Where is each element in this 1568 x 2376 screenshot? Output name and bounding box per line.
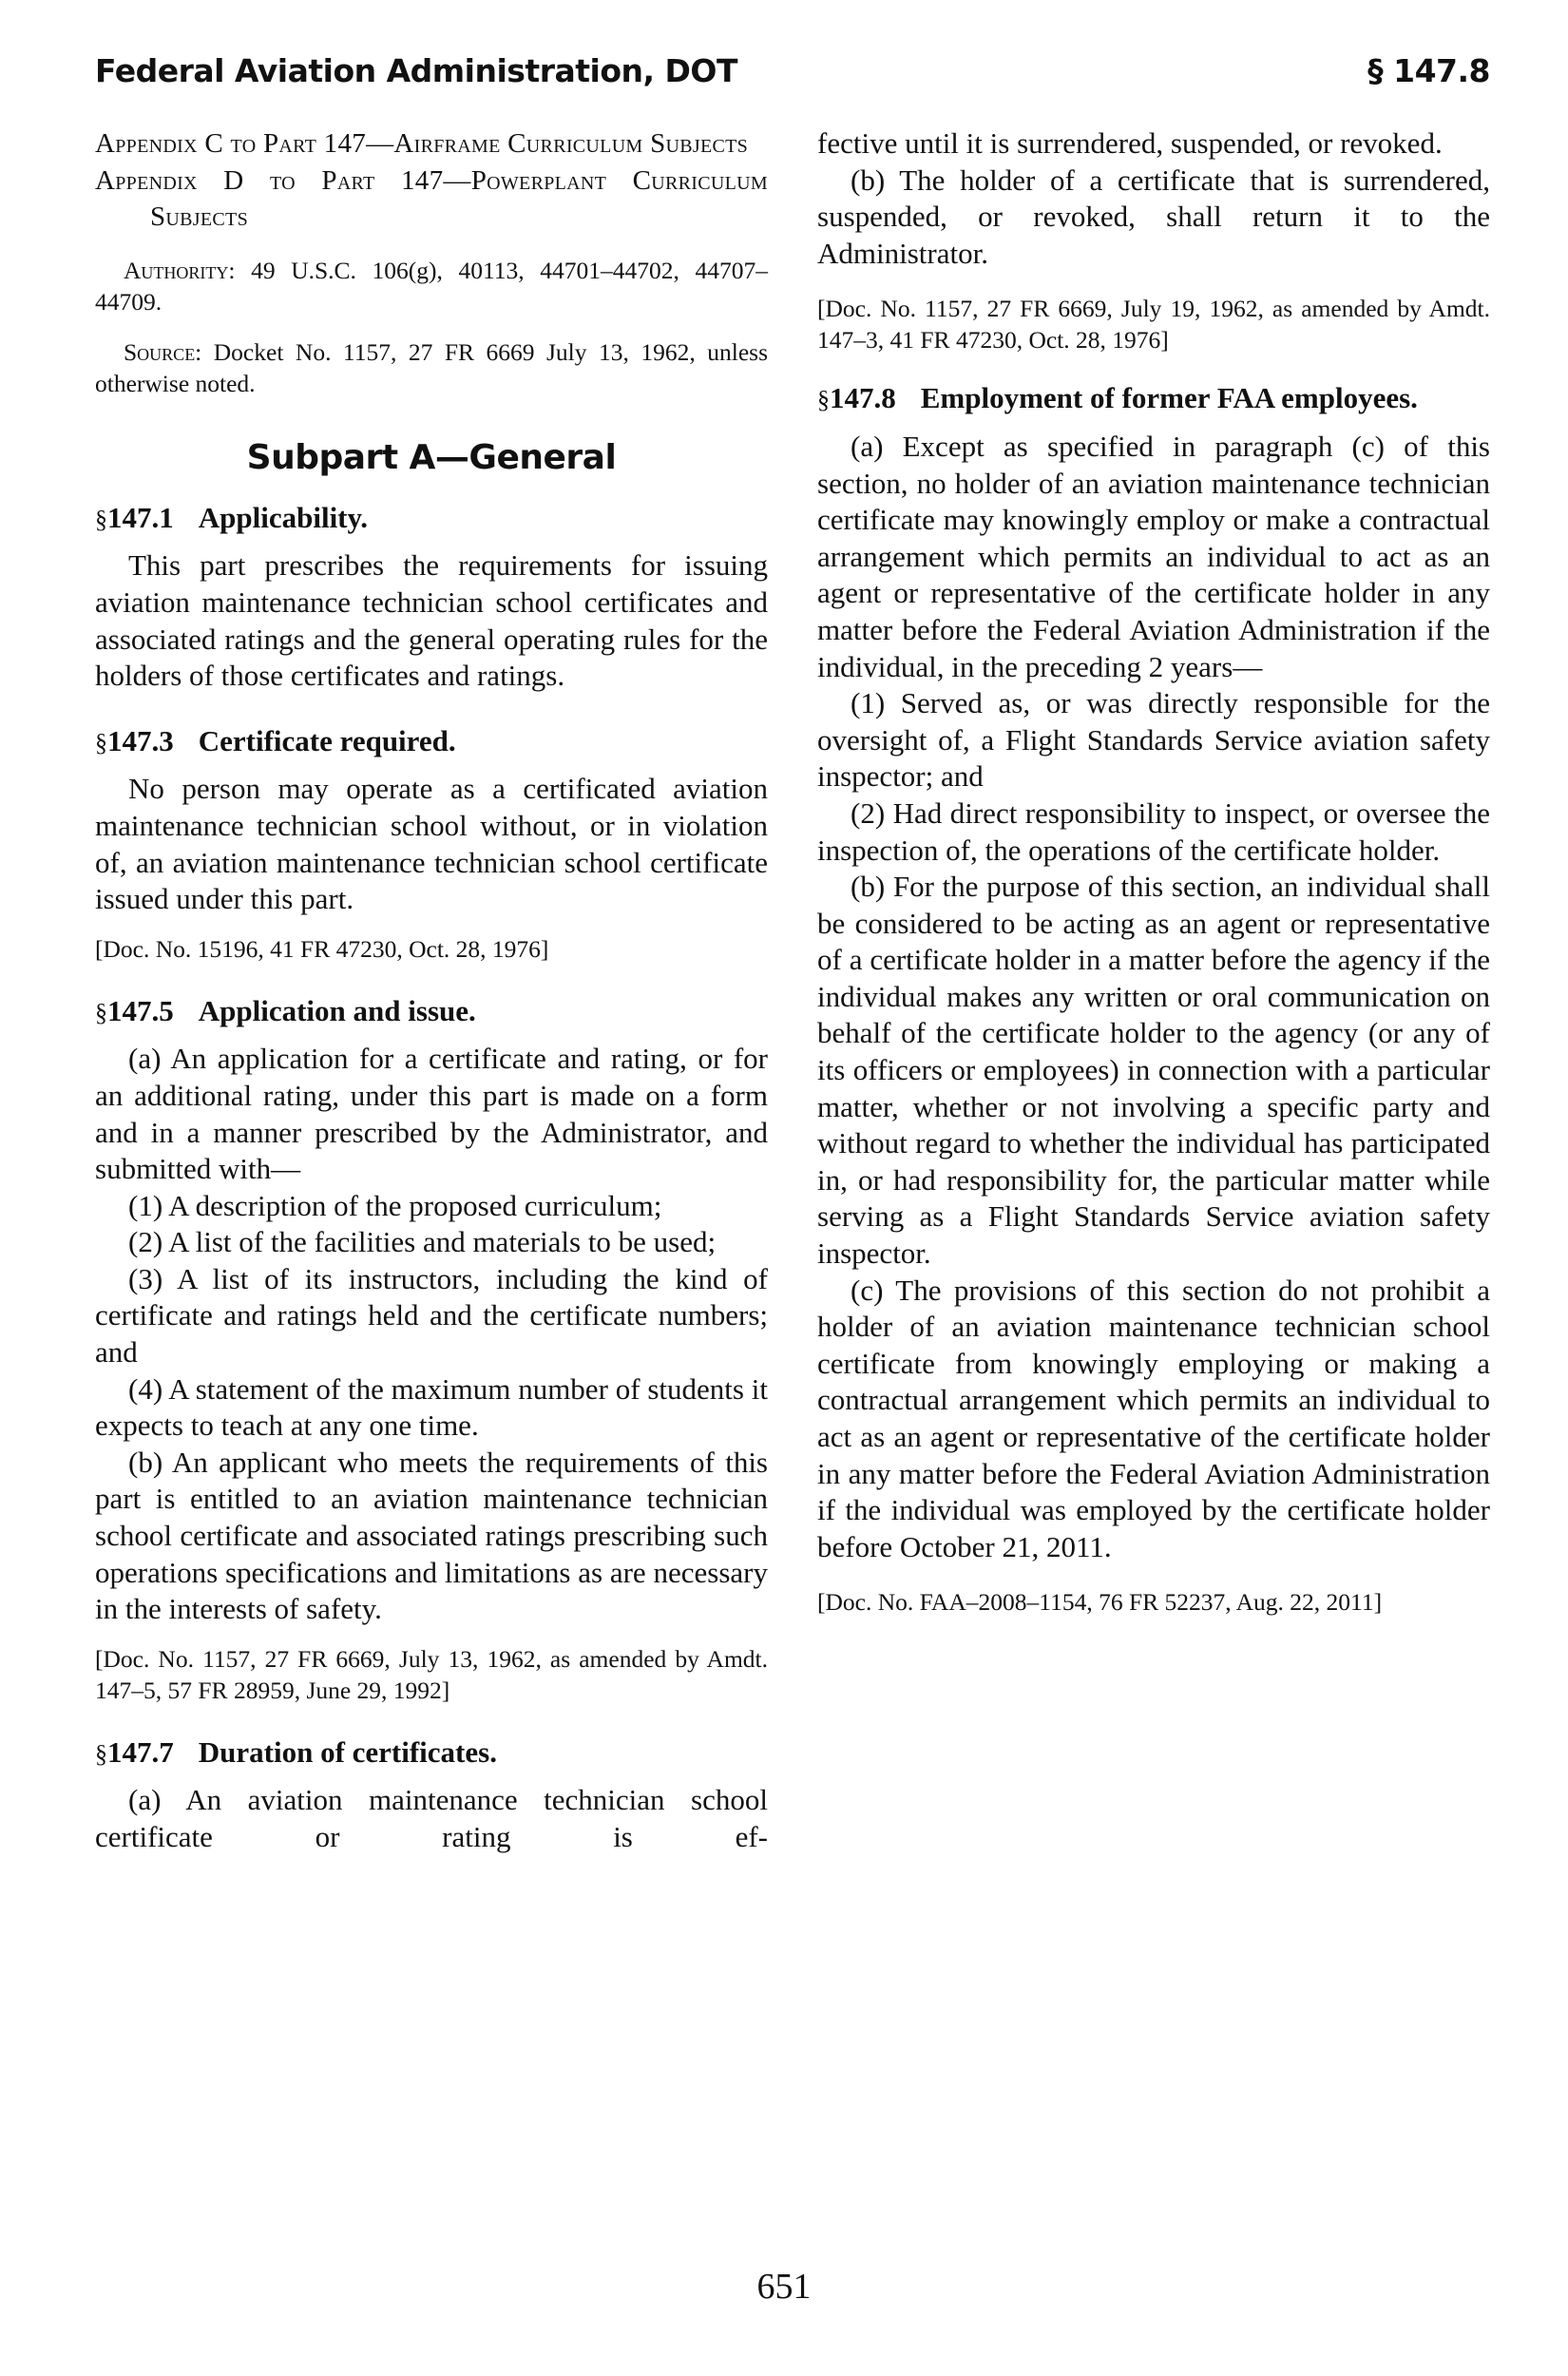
authority-note (95, 255, 768, 317)
section-number: 147.5 (107, 993, 174, 1027)
section-147-7 (95, 1734, 768, 1856)
right-column (817, 125, 1490, 1618)
agency-title: Federal Aviation Administration, DOT (95, 52, 737, 89)
paragraph-a-3: (3) A list of its instructors, including the kind of certificate and ratings held and the certificate numbers; and (95, 1261, 768, 1370)
section-number: 147.8 (830, 381, 896, 415)
continued-paragraph: fective until it is surrendered, suspended, or revoked. (817, 126, 1443, 160)
paragraph-a: (a) An application for a certificate and rating, or for an additional rating, under this part is made on a form and in a manner prescribed by the Administrator, and submitted with— (95, 1042, 768, 1186)
section-147-3 (95, 723, 768, 965)
section-number: 147.1 (107, 500, 174, 534)
citation: [Doc. No. 1157, 27 FR 6669, July 19, 1962, as amended by Amdt. 147–3, 41 FR 47230, Oct. 28, 1976] (817, 295, 1490, 354)
paragraph-a-2: (2) A list of the facilities and materials to be used; (128, 1225, 717, 1259)
section-symbol: § (95, 728, 107, 757)
paragraph-a-2: (2) Had direct responsibility to inspect, or oversee the inspection of, the operations of the certificate holder. (817, 795, 1490, 867)
citation: [Doc. No. 1157, 27 FR 6669, July 13, 1962, as amended by Amdt. 147–5, 57 FR 28959, June 29, 1992] (95, 1644, 768, 1704)
section-147-8 (817, 380, 1490, 1618)
paragraph-a-1: (1) Served as, or was directly responsible for the oversight of, a Flight Standards Service aviation safety inspector; and (817, 686, 1490, 794)
source-note (95, 336, 768, 399)
authority-text: 49 U.S.C. 106(g), 40113, 44701–44702, 44707–44709. (95, 256, 768, 316)
paragraph-c: (c) The provisions of this section do not prohibit a holder of an aviation maintenance technician school certificate from knowingly employing or making a contractual arrangement which permits an individual to act as an agent or representative of the certificate holder in any matter before the Federal Aviation Administration if the individual was employed by the certificate holder before October 21, 2011. (817, 1273, 1490, 1563)
section-147-1 (95, 500, 768, 695)
paragraph-b: (b) An applicant who meets the requirements of this part is entitled to an aviation maintenance technician school certificate and associated ratings prescribing such operations specifications and limitations as are necessary in the interests of safety. (95, 1445, 768, 1626)
paragraph-a-4: (4) A statement of the maximum number of students it expects to teach at any one time. (95, 1371, 768, 1443)
paragraph: This part prescribes the requirements for issuing aviation maintenance technician school certificates and associated ratings and the general operating rules for the holders of those certificates and ratings. (95, 548, 768, 693)
source-text: Docket No. 1157, 27 FR 6669 July 13, 1962, unless otherwise noted. (95, 337, 768, 397)
page-number: 651 (756, 2267, 812, 2307)
section-marker: § 147.8 (1367, 52, 1490, 89)
section-title: Certificate required. (198, 723, 456, 757)
section-symbol: § (95, 998, 107, 1026)
section-symbol: § (95, 1739, 107, 1768)
appendix-d-title[interactable]: Appendix D to Part 147—Powerplant Curriculum Subjects (95, 164, 768, 233)
paragraph-a: (a) An aviation maintenance technician school certificate or rating is ef- (95, 1783, 768, 1853)
source-label: Source: (124, 337, 202, 366)
section-heading (95, 1734, 768, 1773)
subpart-heading: Subpart A—General (246, 437, 617, 477)
section-number: 147.3 (107, 723, 174, 757)
section-number: 147.7 (107, 1734, 174, 1769)
paragraph-a: (a) Except as specified in paragraph (c) of this section, no holder of an aviation maintenance technician certificate may knowingly employ or make a contractual arrangement which permits an individual to act as an agent or representative of the certificate holder in any matter before the Federal Aviation Administration if the individual, in the preceding 2 years— (817, 429, 1490, 683)
appendix-c-title[interactable]: Appendix C to Part 147—Airframe Curriculum Subjects (95, 128, 749, 159)
section-heading (95, 993, 768, 1032)
section-title: Applicability. (198, 500, 369, 534)
section-symbol: § (95, 505, 107, 533)
running-header (95, 52, 1490, 100)
section-title: Application and issue. (198, 993, 476, 1027)
section-heading (817, 380, 1490, 419)
section-title: Employment of former FAA employees. (920, 381, 1418, 415)
section-heading (95, 723, 768, 762)
section-symbol: § (817, 386, 830, 414)
left-column (95, 125, 768, 1856)
paragraph-a-1: (1) A description of the proposed curriculum; (128, 1188, 662, 1222)
section-title: Duration of certificates. (198, 1734, 497, 1769)
section-147-5 (95, 993, 768, 1706)
paragraph-b: (b) For the purpose of this section, an individual shall be considered to be acting as an agent or representative of a certificate holder in a matter before the agency if the individual makes any written or oral communication on behalf of the certificate holder to the agency (or any of its officers or employees) in connection with a particular matter, whether or not involving a specific party and without regard to whether the individual has participated in, or had responsibility for, the particular matter while serving as a Flight Standards Service aviation safety inspector. (817, 870, 1490, 1271)
citation: [Doc. No. 15196, 41 FR 47230, Oct. 28, 1976] (95, 934, 549, 963)
paragraph: No person may operate as a certificated aviation maintenance technician school without, or in violation of, an aviation maintenance technician school certificate issued under this part. (95, 772, 768, 916)
citation: [Doc. No. FAA–2008–1154, 76 FR 52237, Aug. 22, 2011] (817, 1588, 1383, 1617)
section-heading (95, 500, 768, 539)
paragraph-b: (b) The holder of a certificate that is surrendered, suspended, or revoked, shall return it to the Administrator. (817, 163, 1490, 270)
authority-label: Authority: (124, 256, 236, 284)
